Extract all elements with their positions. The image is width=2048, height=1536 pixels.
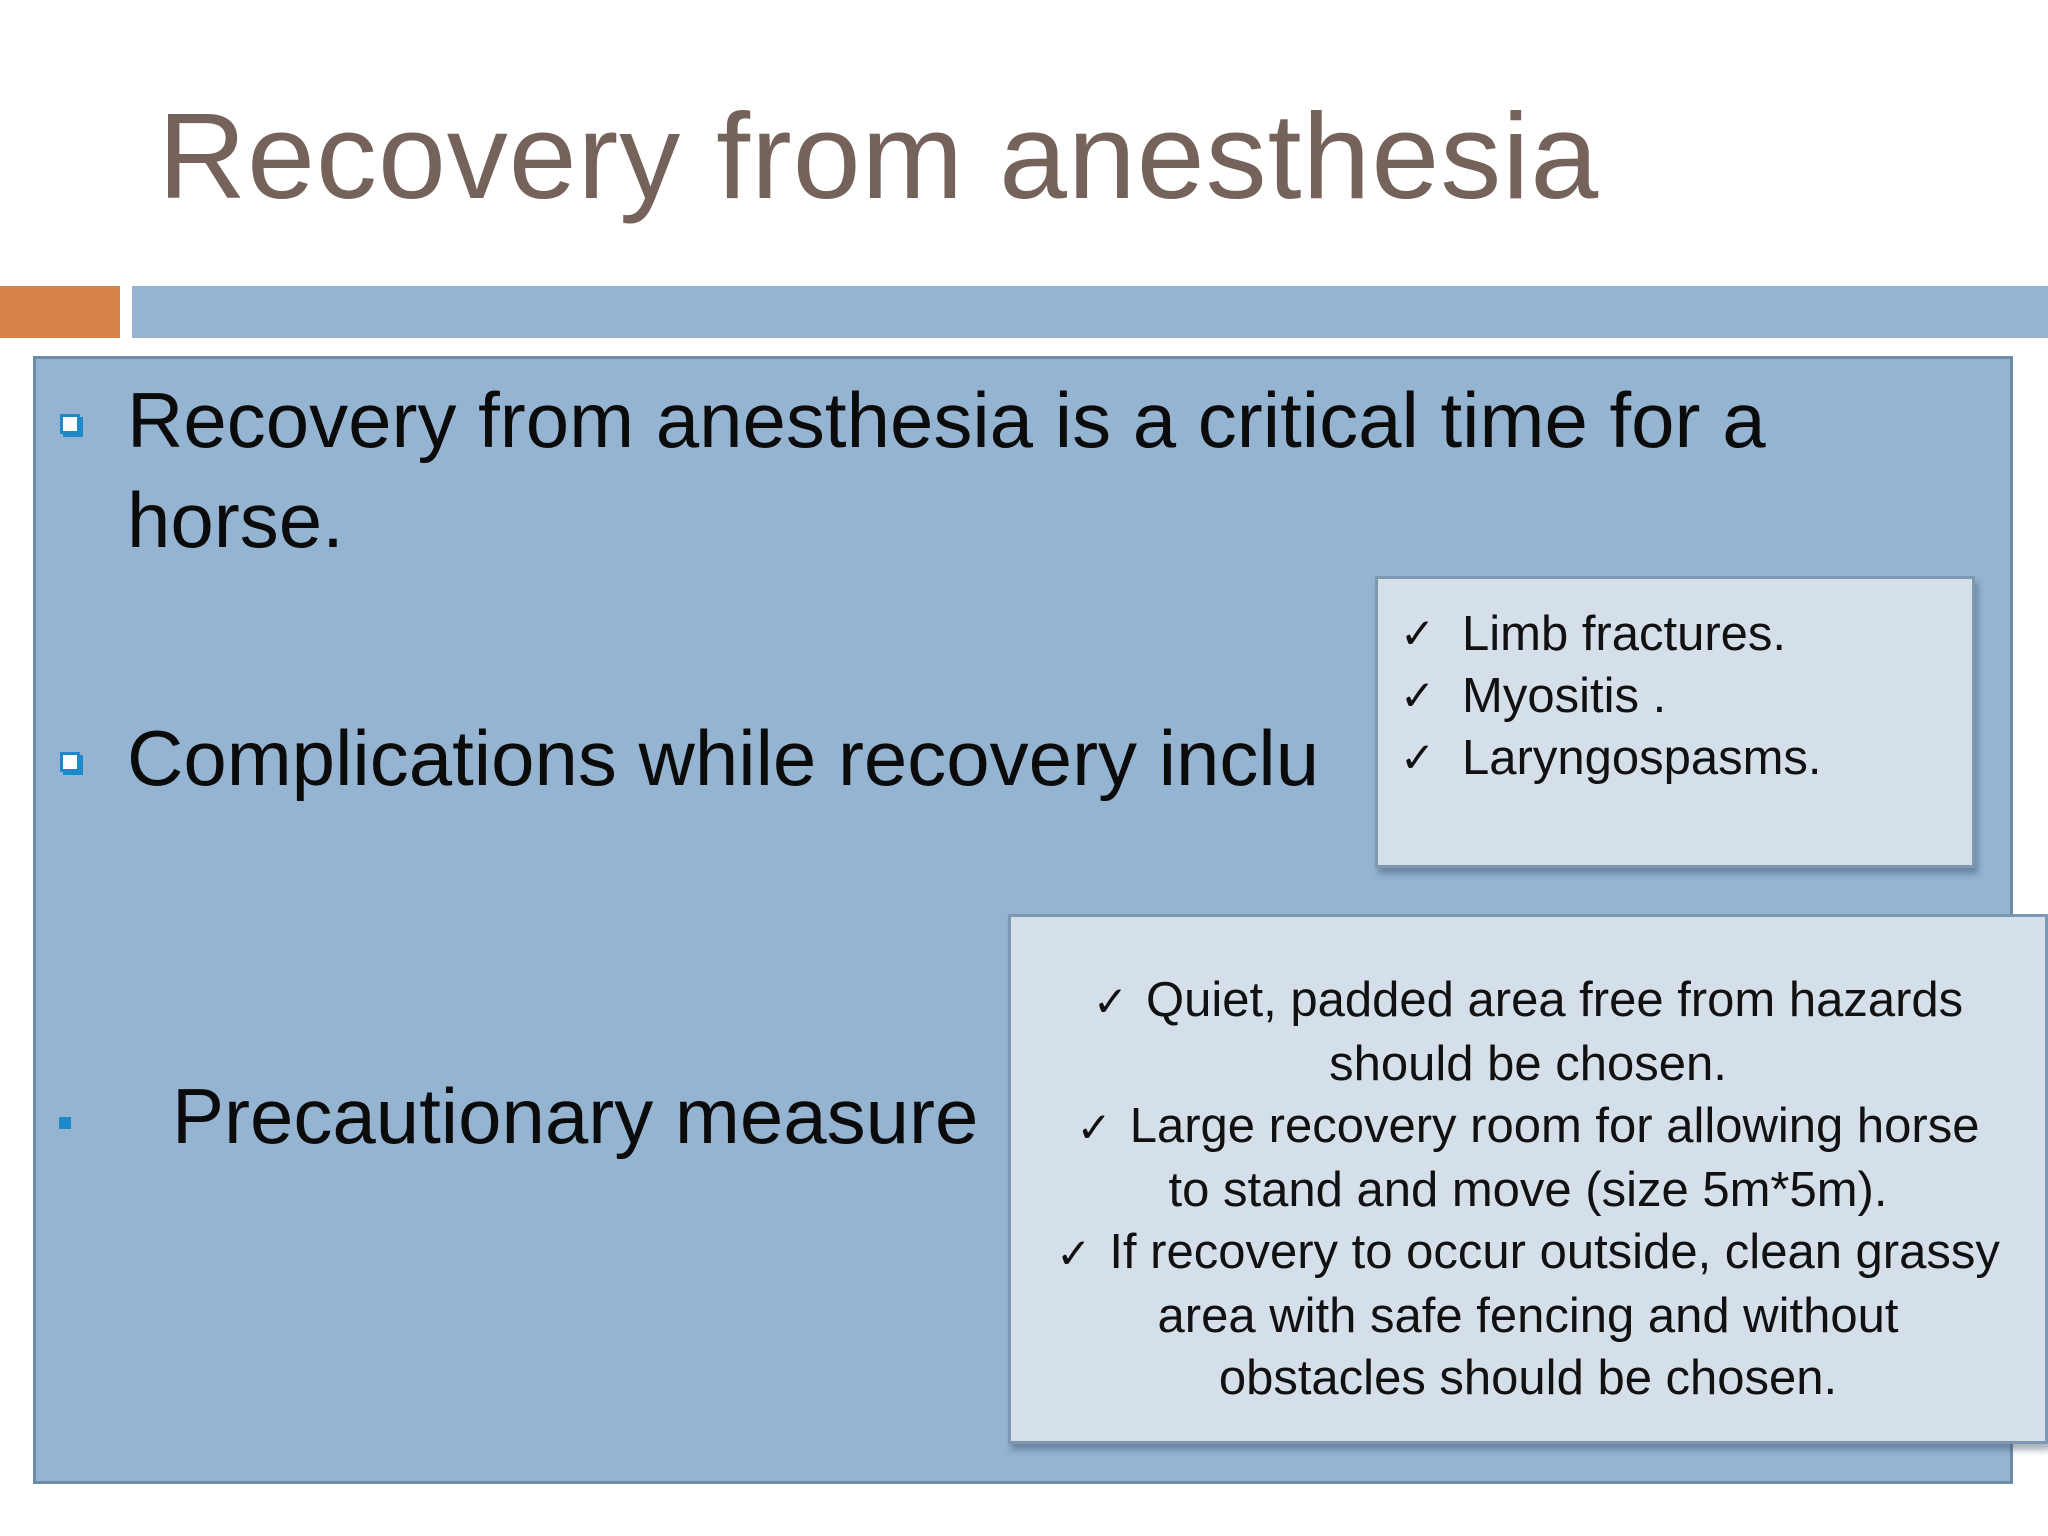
bullet-complications: Complications while recovery inclu: [127, 714, 1320, 802]
checkmark-icon: ✓: [1400, 609, 1436, 658]
title-accent-blue-bar: [132, 286, 2048, 338]
precaution-line: ✓ Quiet, padded area free from hazards: [1092, 973, 1964, 1027]
bullet-recovery-line-2: horse.: [127, 476, 344, 564]
precaution-line: ✓ If recovery to occur outside, clean grassy: [1056, 1225, 2000, 1279]
precaution-item: [1019, 1095, 2037, 1221]
precaution-line: to stand and move (size 5m*5m).: [1168, 1163, 1888, 1217]
bullet-recovery-critical-time: [127, 370, 1766, 570]
bullet-recovery-line-1: Recovery from anesthesia is a critical time for a: [127, 376, 1766, 464]
checkmark-icon: ✓: [1092, 977, 1129, 1026]
precaution-line: should be chosen.: [1329, 1037, 1727, 1091]
precaution-item: [1019, 1221, 2037, 1409]
complication-label: Myositis .: [1462, 669, 1667, 723]
checkmark-icon: ✓: [1400, 671, 1436, 720]
checkmark-icon: ✓: [1076, 1103, 1112, 1152]
precautions-callout: [1008, 914, 2048, 1444]
slide-title: Recovery from anesthesia: [158, 88, 1600, 224]
precaution-line: area with safe fencing and without: [1157, 1289, 1899, 1343]
precautions-list: [1019, 969, 2037, 1409]
precaution-line: ✓ Large recovery room for allowing horse: [1076, 1099, 1980, 1153]
precaution-line: obstacles should be chosen.: [1218, 1351, 1838, 1405]
complications-callout: [1375, 576, 1975, 868]
complication-label: Limb fractures.: [1462, 607, 1787, 661]
precaution-item: [1019, 969, 2037, 1095]
complication-item: [1400, 665, 1952, 727]
complication-label: Laryngospasms.: [1462, 731, 1822, 785]
title-accent-orange-bar: [0, 286, 120, 338]
complications-list: [1400, 603, 1952, 789]
complication-item: [1400, 603, 1952, 665]
checkmark-icon: ✓: [1056, 1229, 1092, 1278]
bullet-precautionary-measures: Precautionary measure: [172, 1072, 979, 1160]
hollow-square-bullet-icon: [60, 414, 80, 434]
complication-item: [1400, 727, 1952, 789]
small-square-bullet-icon: [59, 1117, 71, 1129]
checkmark-icon: ✓: [1400, 733, 1436, 782]
hollow-square-bullet-icon: [60, 752, 80, 772]
